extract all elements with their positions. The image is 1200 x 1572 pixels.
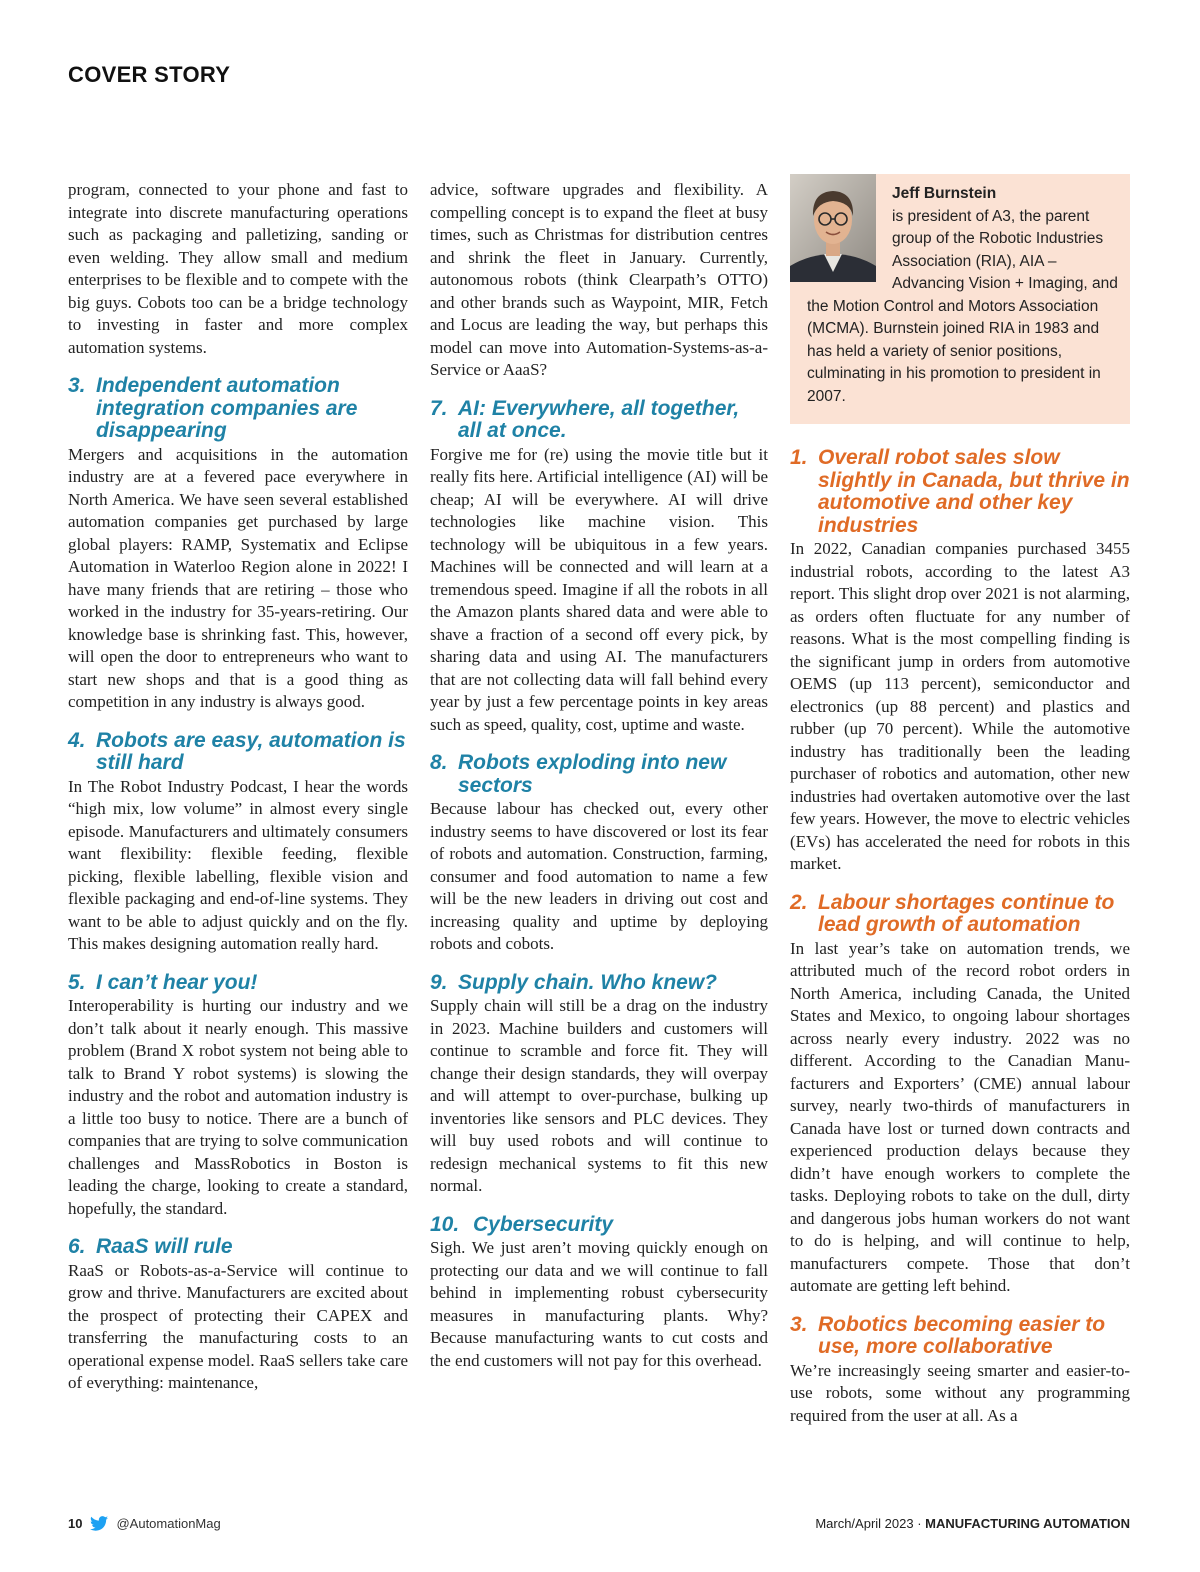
issue-date: March/April 2023 · <box>815 1516 926 1531</box>
heading-text: Overall robot sales slow slightly in Canada, but thrive in automotive and other key industries <box>818 446 1130 537</box>
paragraph: Interoperability is hurting our industry and we don’t talk about it nearly enough. This massive problem (Brand X robot system not being able to talk to Brand Y robot systems) is slowing the industry and the robot and automation industry is a little too busy to notice. There are a bunch of companies that are trying to solve communication challenges and MassRobotics in Boston is leading the charge, looking to create a standard, hopefully, the standard. <box>68 996 408 1218</box>
twitter-bird-icon <box>90 1516 108 1531</box>
column-1 <box>68 179 408 1395</box>
heading-text: RaaS will rule <box>96 1235 233 1258</box>
heading-6 <box>68 1236 408 1259</box>
paragraph: Supply chain will still be a drag on the industry in 2023. Machine builders and customers will continue to scramble and force fit. They will change their design standards, they will overpay and will attempt to over-purchase, bulking up inventories like sensors and PLC devices. They will buy used robots and will continue to redesign mechanical systems to fit this new normal. <box>430 996 768 1195</box>
paragraph: Forgive me for (re) using the movie title but it really fits here. Artificial intelligence (AI) will be cheap; AI will be everywhere. AI will drive technologies like machine vision. This technology will be ubiquitous in a few years. Machines will be connected and will learn at a tremendous speed. Imagine if all the robots in all the Amazon plants shared data and were able to shave a fraction of a second off every pick, by sharing data and using AI. The manufacturers that are not collecting data will fall behind every year by just a few percentage points in key areas such as speed, quality, cost, uptime and waste. <box>430 444 768 734</box>
paragraph: Sigh. We just aren’t moving quickly enough on protecting our data and we will continue to fall behind in implementing robust cybersecurity measures in manufacturing plants. Why? Because manufacturing wants to cut costs and the end customers will not pay for this overhead. <box>430 1238 768 1370</box>
author-portrait-image <box>790 174 876 282</box>
author-photo <box>790 174 876 282</box>
author-bio <box>790 174 1130 408</box>
paragraph: In 2022, Canadian companies purchased 3455 industrial robots, according to the latest A3 report. This slight drop over 2021 is not alarming, as orders often fluctuate for any number of reasons. What is the most compelling finding is the significant jump in orders from automotive OEMS (up 113 percent), semiconductor and electronics (up 88 percent) and plastics and rubber (up 70 percent). While the automotive industry has traditionally been the leading purchaser of robotics and automation, other new industries had overtaken automotive over the last few years. However, the move to electric vehicles (EVs) has accelerated the need for robots in this market. <box>790 539 1130 873</box>
heading-4 <box>68 730 408 775</box>
heading-number: 10. <box>430 1212 460 1236</box>
heading-number: 6. <box>68 1235 86 1258</box>
heading-9 <box>430 972 768 995</box>
paragraph: Mergers and acquisitions in the automation industry are at a fevered pace everywhere in North America. We have seen several established automation companies get purchased by large global players: RAMP, Systematix and Eclipse Automation in Waterloo Region alone in 2022! I have many friends that are retiring – those who worked in the industry for 35-years-retiring. Our knowledge base is shrinking fast. This, however, will open the door to entrepreneurs who want to start new shops and that is a good thing as competition in any industry is always good. <box>68 444 408 711</box>
heading-number: 5. <box>68 970 86 994</box>
paragraph: advice, software upgrades and flexibility. A compelling concept is to expand the fleet at busy times, such as Christmas for distribution centres and shrink the fleet in January. Currently, autonomous robots (think Clearpath’s OTTO) and other brands such as Waypoint, MIR, Fetch and Locus are leading the way, but perhaps this model can move into Automation-Systems-as-a-Service or AaaS? <box>430 180 768 379</box>
author-description: is president of A3, the parent group of the Robotic Industries Association (RIA), AIA – Advancing Vision + Imaging, and the Motion Control and Motors Association (MCMA). Burnstein joined RIA in 1983 and has held a variety of senior positions, culminating in his promotion to president in 2007. <box>807 207 1118 405</box>
heading-number: 9. <box>430 970 448 994</box>
heading-3 <box>68 375 408 443</box>
footer-right <box>815 1516 1130 1531</box>
page-number: 10 <box>68 1516 83 1531</box>
heading-5 <box>68 972 408 995</box>
magazine-name: MANUFACTURING AUTOMATION <box>925 1516 1130 1531</box>
heading-c3-3 <box>790 1314 1130 1359</box>
paragraph: program, connected to your phone and fast to integrate into discrete manufacturing operations such as packaging and palletizing, sanding or even welding. They allow small and medium enterprises to be flexible and to compete with the big guys. Cobots too can be a bridge technology to investing in faster and more complex automation systems. <box>68 180 408 357</box>
heading-8 <box>430 752 768 797</box>
heading-text: Robotics becoming easier to use, more collaborative <box>818 1312 1106 1358</box>
heading-7 <box>430 398 768 443</box>
heading-number: 1. <box>790 446 808 469</box>
heading-text: I can’t hear you! <box>96 970 258 994</box>
section-label: COVER STORY <box>68 62 231 87</box>
paragraph: We’re increasingly seeing smarter and easier-to-use robots, some without any programming required from the user at all. As a <box>790 1360 1130 1425</box>
paragraph: In last year’s take on automation trends, we attributed much of the record robot orders in North America, including Canada, the United States and Mexico, to ongoing labour shortages across nearly every industry. 2022 was no different. According to the Canadian Manufacturers and Exporters’ (CME) annual labour survey, nearly two-thirds of manufacturers in Canada have lost or turned down contracts and experienced production delays because they didn’t have enough workers to complete the tasks. Deploying robots to take on the dull, dirty and dangerous jobs human workers do not want to do is helping, and will continue to help, manufacturers compete. Those that don’t automate are getting left behind. <box>790 938 1130 1295</box>
heading-text: AI: Everywhere, all together, all at once. <box>458 396 740 442</box>
heading-number: 4. <box>68 728 86 752</box>
heading-text: Robots are easy, automation is still hard <box>96 728 406 774</box>
heading-number: 3. <box>68 374 86 397</box>
heading-number: 2. <box>790 890 808 914</box>
heading-number: 3. <box>790 1312 808 1336</box>
paragraph: Because labour has checked out, every other industry seems to have discovered or lost its fear of robots and automation. Construction, farming, consumer and food automation to name a few will be the new leaders in driving out cost and increasing quality and uptime by deploying robots and cobots. <box>430 799 768 953</box>
heading-text: Cybersecurity <box>473 1212 614 1236</box>
heading-10 <box>430 1214 768 1237</box>
author-name: Jeff Burnstein <box>892 185 997 202</box>
column-2 <box>430 179 768 1372</box>
twitter-handle[interactable]: @AutomationMag <box>116 1516 221 1531</box>
paragraph: RaaS or Robots-as-a-Service will continue to grow and thrive. Manufacturers are excited about the prospect of protecting their CAPEX and transferring the manufacturing costs to an operational expense model. RaaS sellers take care of everything: maintenance, <box>68 1260 408 1392</box>
heading-text: Independent automation integration companies are disappearing <box>96 374 358 442</box>
heading-text: Robots exploding into new sectors <box>458 751 727 797</box>
paragraph: In The Robot Industry Podcast, I hear the words “high mix, low volume” in almost every single episode. Manufacturers and ultimately consumers want flexibility: flexible feeding, flexible picking, flexible labelling, flexible vision and flexible packaging and end-of-line systems. They want to be able to adjust quickly and on the fly. This makes designing automation really hard. <box>68 776 408 953</box>
heading-text: Supply chain. Who knew? <box>458 970 718 994</box>
heading-c3-1 <box>790 447 1130 537</box>
heading-text: Labour shortages continue to lead growth of automation <box>818 890 1115 936</box>
author-bio-box <box>790 174 1130 424</box>
heading-number: 8. <box>430 751 448 774</box>
heading-number: 7. <box>430 396 448 420</box>
heading-c3-2 <box>790 892 1130 937</box>
footer-left <box>68 1516 221 1531</box>
column-3 <box>790 447 1130 1427</box>
page-footer <box>68 1516 1130 1536</box>
